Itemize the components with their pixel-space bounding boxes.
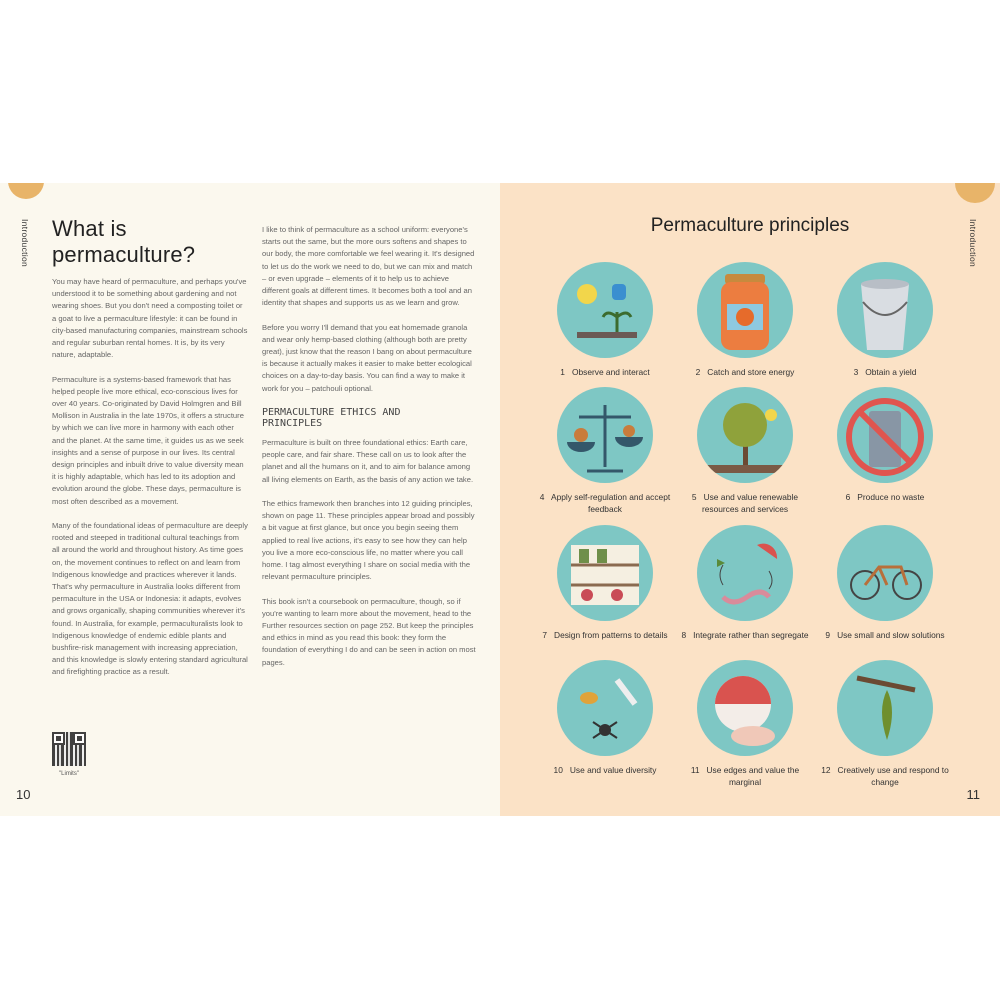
paragraph: The ethics framework then branches into 12 guiding principles, shown on page 11. These principles appear broad and possibly a bit vague at first glance, but once you begin seeing them applied to real live actions, it's easy to see how they can help you live a more eco-conscious life, no matter where you call home. I tag almost everything I share on social media with the relevant permaculture principles. <box>262 499 475 582</box>
cycle-icon <box>697 525 793 621</box>
page-title: Permaculture principles <box>650 215 850 236</box>
principle-label <box>535 629 675 641</box>
principle-number: 4 <box>539 492 545 502</box>
page-number: 10 <box>16 787 31 802</box>
principle-10 <box>535 660 675 776</box>
principle-label <box>535 764 675 776</box>
principle-number: 11 <box>690 765 700 775</box>
principle-label <box>675 491 815 515</box>
principle-label <box>675 764 815 788</box>
principle-8 <box>675 525 815 641</box>
principle-text: Apply self-regulation and accept feedback <box>551 492 671 514</box>
principle-text: Use and value renewable resources and services <box>701 492 799 514</box>
principle-number: 3 <box>853 367 859 377</box>
principle-label <box>675 629 815 641</box>
paragraph: I like to think of permaculture as a school uniform: everyone's starts out the same, but the more ours softens and shapes to our body, the more comfortable we feel wearing it. It's designed to let us do the work we need to do, but we can mix and match – or even upgrade – elements of it to help us to achieve different goals at different times. It becomes both a tool and an identity that shapes and supports us as we learn and grow. <box>262 225 475 308</box>
principle-number: 2 <box>695 367 701 377</box>
principle-5 <box>675 387 815 515</box>
principle-text: Observe and interact <box>571 367 650 377</box>
principle-6 <box>815 387 955 503</box>
principle-12 <box>815 660 955 788</box>
principle-4 <box>535 387 675 515</box>
sliced-fruit-icon <box>697 660 793 756</box>
principle-number: 10 <box>553 765 563 775</box>
chapter-tab <box>955 183 995 203</box>
principle-text: Creatively use and respond to change <box>837 765 949 787</box>
left-page <box>0 183 500 816</box>
paragraph: Many of the foundational ideas of permaculture are deeply rooted and steeped in traditional cultural teachings from all around the world and throughout history. As time goes on, the movement continues to reflect on and learn from Indigenous knowledge and practices wherever it lands. That's why permaculture in Australia looks different from permaculture in the USA or Indonesia: it adapts, evolves and grows organically, shaping communities wherever it's found. In Australia, for example, permaculturalists look to Indigenous knowledge of endemic edible plants and bushfire-risk management with increasing appreciation, and this knowledge is slowly entering standard agricultural and firefighting practice as a result. <box>52 521 248 677</box>
principle-text: Design from patterns to details <box>554 630 668 640</box>
side-label: Introduction <box>20 219 30 268</box>
principle-text: Integrate rather than segregate <box>693 630 809 640</box>
page-number: 11 <box>966 787 980 802</box>
principle-9 <box>815 525 955 641</box>
principle-text: Obtain a yield <box>865 367 917 377</box>
principle-3 <box>815 262 955 378</box>
paragraph: You may have heard of permaculture, and perhaps you've understood it to be something about gardening and not wearing shoes. But you don't need a composting toilet or a goat to live a permaculture lifestyle: it can be found in city-based manufacturing companies, mainstream schools and regular suburban rental homes. It is, by its very nature, adaptable. <box>52 277 248 360</box>
principle-label <box>815 764 955 788</box>
paragraph: Permaculture is a systems-based framework that has helped people live more ethical, eco-conscious lives for over 40 years. Co-originated by David Holmgren and Bill Mollison in Australia in the late 1970s, it offers a structure by which we can live more in harmony with each other and the planet. At the same time, it guides us as we seek insights and a sense of purpose in our lives. Its central design principles and inbuilt drive to value diversity mean it is highly adaptable, which has led to its adoption and evolution around the globe. These days, permaculture is most often described as a movement. <box>52 374 244 506</box>
principle-text: Produce no waste <box>857 492 925 502</box>
tree-icon <box>697 387 793 483</box>
principle-label <box>535 366 675 378</box>
jam-jar-icon <box>697 262 793 358</box>
principle-text: Use and value diversity <box>569 765 657 775</box>
principle-number: 6 <box>845 492 851 502</box>
principle-11 <box>675 660 815 788</box>
qr-caption: "Limits" <box>59 771 79 777</box>
bucket-icon <box>837 262 933 358</box>
paragraph: Before you worry I'll demand that you eat homemade granola and wear only hemp-based clothing (although both are pretty great), just know that the reason I bang on about permaculture is because it actually makes it easier to make better ecological choices on a day-to-day basis. You can find a way to make it work for you – patchouli optional. <box>262 322 472 393</box>
page-title: What is permaculture? <box>52 216 196 267</box>
chrysalis-icon <box>837 660 933 756</box>
principle-number: 8 <box>681 630 687 640</box>
side-label: Introduction <box>968 219 978 268</box>
principle-number: 7 <box>542 630 548 640</box>
principle-number: 1 <box>560 367 565 377</box>
principle-label <box>815 629 955 641</box>
no-bin-icon <box>837 387 933 483</box>
chapter-tab <box>8 183 44 199</box>
bicycle-icon <box>837 525 933 621</box>
principle-label <box>535 491 675 515</box>
garden-shelves-icon <box>557 525 653 621</box>
paragraph: Permaculture is built on three foundational ethics: Earth care, people care, and fair share. These call on us to look after the planet and all the humans on it, and to aim for balance among all living elements on Earth, as the basis of any action we take. <box>262 438 474 484</box>
principle-label <box>815 491 955 503</box>
sun-seedling-icon <box>557 262 653 358</box>
principle-2 <box>675 262 815 378</box>
principle-text: Use edges and value the marginal <box>706 765 800 787</box>
insects-icon <box>557 660 653 756</box>
text-column-2 <box>262 224 476 681</box>
right-page <box>500 183 1000 816</box>
principle-label <box>815 366 955 378</box>
text-column-1 <box>52 276 248 691</box>
principle-text: Catch and store energy <box>707 367 795 377</box>
principle-label <box>675 366 815 378</box>
scales-icon <box>557 387 653 483</box>
principle-number: 5 <box>691 492 697 502</box>
principle-number: 12 <box>821 765 831 775</box>
principle-text: Use small and slow solutions <box>837 630 945 640</box>
principle-1 <box>535 262 675 378</box>
principle-7 <box>535 525 675 641</box>
paragraph: This book isn't a coursebook on permaculture, though, so if you're wanting to learn more about the movement, head to the Further resources section on page 252. But keep the principles and ethics in mind as you read this book: they form the foundation of everything I do and can be seen in action on most pages. <box>262 596 476 667</box>
section-heading: PERMACULTURE ETHICS AND PRINCIPLES <box>262 407 401 430</box>
principle-number: 9 <box>825 630 831 640</box>
qr-code[interactable] <box>52 732 86 766</box>
